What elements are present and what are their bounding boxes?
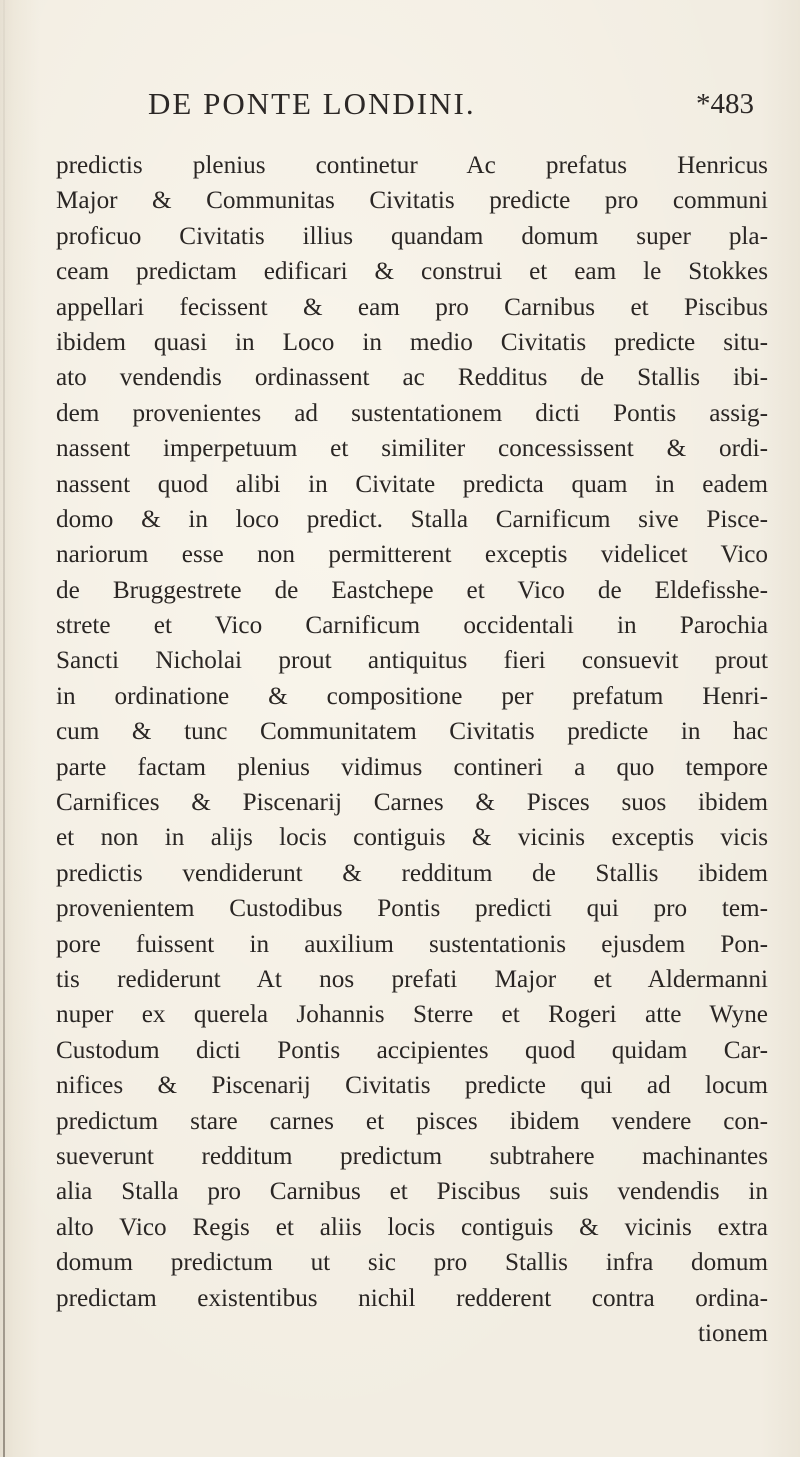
catchword: tionem bbox=[698, 1319, 768, 1347]
text-line: ibidem quasi in Loco in medio Civitatis predicte situ- bbox=[56, 328, 768, 356]
running-title: DE PONTE LONDINI. bbox=[148, 86, 476, 121]
body-text bbox=[56, 148, 768, 1351]
text-line: predictis plenius continetur Ac prefatus Henricus bbox=[56, 152, 768, 179]
text-line: alto Vico Regis et aliis locis contiguis & vicinis extra bbox=[56, 1213, 768, 1241]
text-line: domum predictum ut sic pro Stallis infra domum bbox=[56, 1249, 768, 1277]
text-line: predictis vendiderunt & redditum de Stallis ibidem bbox=[56, 859, 768, 887]
text-line: domo & in loco predict. Stalla Carnificum sive Pisce- bbox=[56, 505, 768, 533]
text-line: Major & Communitas Civitatis predicte pro communi bbox=[56, 187, 768, 215]
text-line: Carnifices & Piscenarij Carnes & Pisces suos ibidem bbox=[56, 789, 768, 817]
text-line: tis rediderunt At nos prefati Major et Aldermanni bbox=[56, 965, 768, 993]
text-line: nassent quod alibi in Civitate predicta quam in eadem bbox=[56, 470, 768, 498]
text-line: Custodum dicti Pontis accipientes quod quidam Car- bbox=[56, 1036, 768, 1064]
text-line: nifices & Piscenarij Civitatis predicte qui ad locum bbox=[56, 1072, 768, 1100]
text-line: predictam existentibus nichil redderent contra ordina- bbox=[56, 1284, 768, 1312]
text-line: ato vendendis ordinassent ac Redditus de Stallis ibi- bbox=[56, 364, 768, 392]
page-number: *483 bbox=[696, 88, 754, 120]
text-line: Sancti Nicholai prout antiquitus fieri consuevit prout bbox=[56, 647, 768, 675]
text-line: sueverunt redditum predictum subtrahere machinantes bbox=[56, 1142, 768, 1170]
text-line: appellari fecissent & eam pro Carnibus et Piscibus bbox=[56, 293, 768, 321]
text-line: strete et Vico Carnificum occidentali in Parochia bbox=[56, 612, 768, 640]
text-line: predictum stare carnes et pisces ibidem vendere con- bbox=[56, 1107, 768, 1135]
text-line: parte factam plenius vidimus contineri a quo tempore bbox=[56, 753, 768, 781]
text-line: nuper ex querela Johannis Sterre et Rogeri atte Wyne bbox=[56, 1001, 768, 1029]
running-head bbox=[0, 86, 800, 126]
text-line: ceam predictam edificari & construi et eam le Stokkes bbox=[56, 258, 768, 286]
text-line: proficuo Civitatis illius quandam domum super pla- bbox=[56, 222, 768, 250]
text-line: in ordinatione & compositione per prefatum Henri- bbox=[56, 682, 768, 710]
text-line: cum & tunc Communitatem Civitatis predicte in hac bbox=[56, 718, 768, 746]
text-line: nariorum esse non permitterent exceptis videlicet Vico bbox=[56, 541, 768, 569]
binding-gutter bbox=[3, 0, 5, 1457]
text-line: provenientem Custodibus Pontis predicti qui pro tem- bbox=[56, 895, 768, 923]
text-line: de Bruggestrete de Eastchepe et Vico de Eldefisshe- bbox=[56, 576, 768, 604]
text-line: et non in alijs locis contiguis & vicinis exceptis vicis bbox=[56, 824, 768, 852]
text-line: pore fuissent in auxilium sustentationis ejusdem Pon- bbox=[56, 930, 768, 958]
text-line: alia Stalla pro Carnibus et Piscibus suis vendendis in bbox=[56, 1178, 768, 1206]
text-line: dem provenientes ad sustentationem dicti Pontis assig- bbox=[56, 399, 768, 427]
text-line: nassent imperpetuum et similiter concessissent & ordi- bbox=[56, 435, 768, 463]
